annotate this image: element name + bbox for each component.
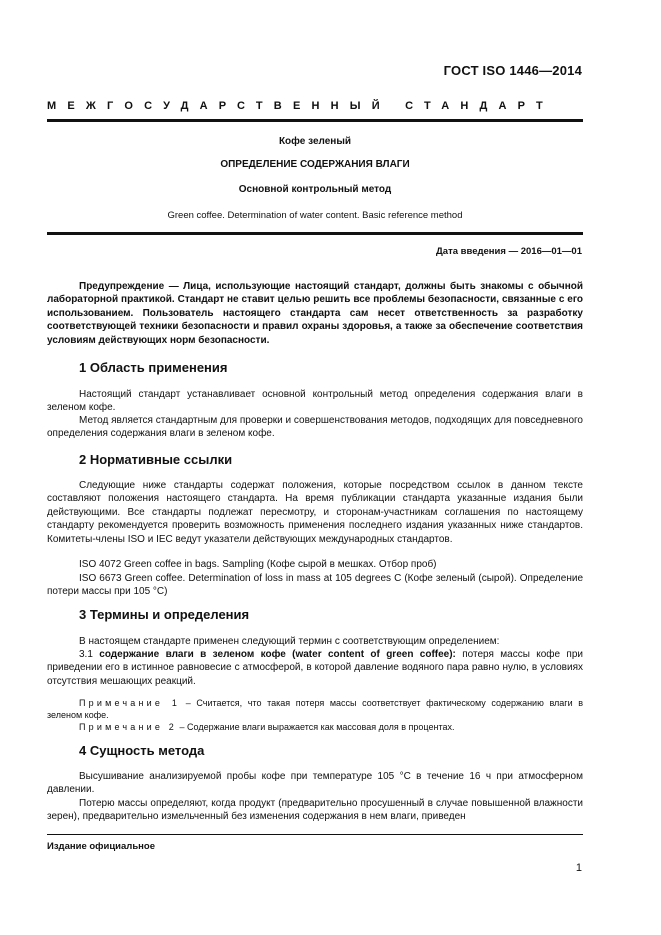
title-english: Green coffee. Determination of water content. Basic reference method [167,210,463,221]
section-1-heading: 1 Область применения [79,360,228,375]
section-2-para-1: Следующие ниже стандарты содержат положения, которые посредством ссылок в данном тексте составляют положения настоящего стандарта. На время публикации стандарта указанные издания были действующими. Все стандарты подлежат пересмотру, и сторонам-участникам соглашения по настоящему стандарту рекомендуется проверить возможность применения последнего издания указанных ниже стандартов. Комитеты-члены ISO и IEC ведут указатели действующих международных стандартов. [47,480,583,545]
term-name: содержание влаги в зеленом кофе (water content of green coffee): [99,649,456,660]
introduction-date-label: Дата введения [436,246,506,257]
section-3-heading: 3 Термины и определения [79,607,250,622]
top-rule [47,119,583,122]
section-4-para-2: Потерю массы определяют, когда продукт (предварительно просушенный в случае повышенной влажности зерен), предварительно измельченный без изменения содержания в нем влаги, приведен [47,798,583,823]
title-method: Основной контрольный метод [238,184,392,195]
official-edition-label: Издание официальное [47,841,155,852]
section-1-para-2: Метод является стандартным для проверки и совершенствования методов, подходящих для повседневного определения содержания влаги в зеленом кофе. [47,415,583,440]
page-number: 1 [575,862,582,874]
section-1-para-1: Настоящий стандарт устанавливает основной контрольный метод определения содержания влаги в зеленом кофе. [47,389,583,414]
section-2-ref-1: ISO 4072 Green coffee in bags. Sampling (Кофе сырой в мешках. Отбор проб) [79,559,437,570]
introduction-date [436,246,582,257]
warning-paragraph: Предупреждение — Лица, использующие настоящий стандарт, должны быть знакомы с обычной лабораторной практикой. Стандарт не ставит целью решить все проблемы безопасности, связанные с его использованием. Пользователь настоящего стандарта сам несет ответственность за разработку соответствующей техники безопасности и правил охраны здоровья, а также за обеспечение соответствия условиям действующих норм безопасности. [47,281,583,346]
title-product: Кофе зеленый [278,136,352,147]
title-rule [47,232,583,235]
section-2-heading: 2 Нормативные ссылки [79,452,233,467]
note-2 [47,721,583,733]
title-main: ОПРЕДЕЛЕНИЕ СОДЕРЖАНИЯ ВЛАГИ [220,159,410,170]
footer-rule [47,834,583,835]
note-2-text: – Содержание влаги выражается как массовая доля в процентах. [177,722,455,732]
section-3-para-1: В настоящем стандарте применен следующий термин с соответствующим определением: [79,636,500,647]
section-4-para-1: Высушивание анализируемой пробы кофе при температуре 105 °C в течение 16 ч при атмосферном давлении. [47,771,583,796]
term-definition: потеря массы кофе при приведении его в истинное равновесие с атмосферой, в которой давление водяного пара равно нулю, в условиях отсутствия мешающих реакций. [47,649,583,687]
introduction-date-value: — 2016—01—01 [508,246,582,257]
note-1-text: – Считается, что такая потеря массы соответствует фактическому содержанию влаги в зеленом кофе. [47,698,583,720]
section-4-heading: 4 Сущность метода [79,743,205,758]
note-1-label: Примечание 1 [79,698,181,708]
note-2-label: Примечание 2 [79,722,177,732]
section-3-term [47,648,583,688]
note-1 [47,697,583,721]
standard-code: ГОСТ ISO 1446—2014 [443,63,582,78]
standard-type-banner: МЕЖГОСУДАРСТВЕННЫЙ СТАНДАРТ [47,100,554,112]
section-2-ref-2: ISO 6673 Green coffee. Determination of loss in mass at 105 degrees C (Кофе зеленый (сырой). Определение потери массы при 105 °C) [47,573,583,598]
term-number: 3.1 [79,649,100,660]
